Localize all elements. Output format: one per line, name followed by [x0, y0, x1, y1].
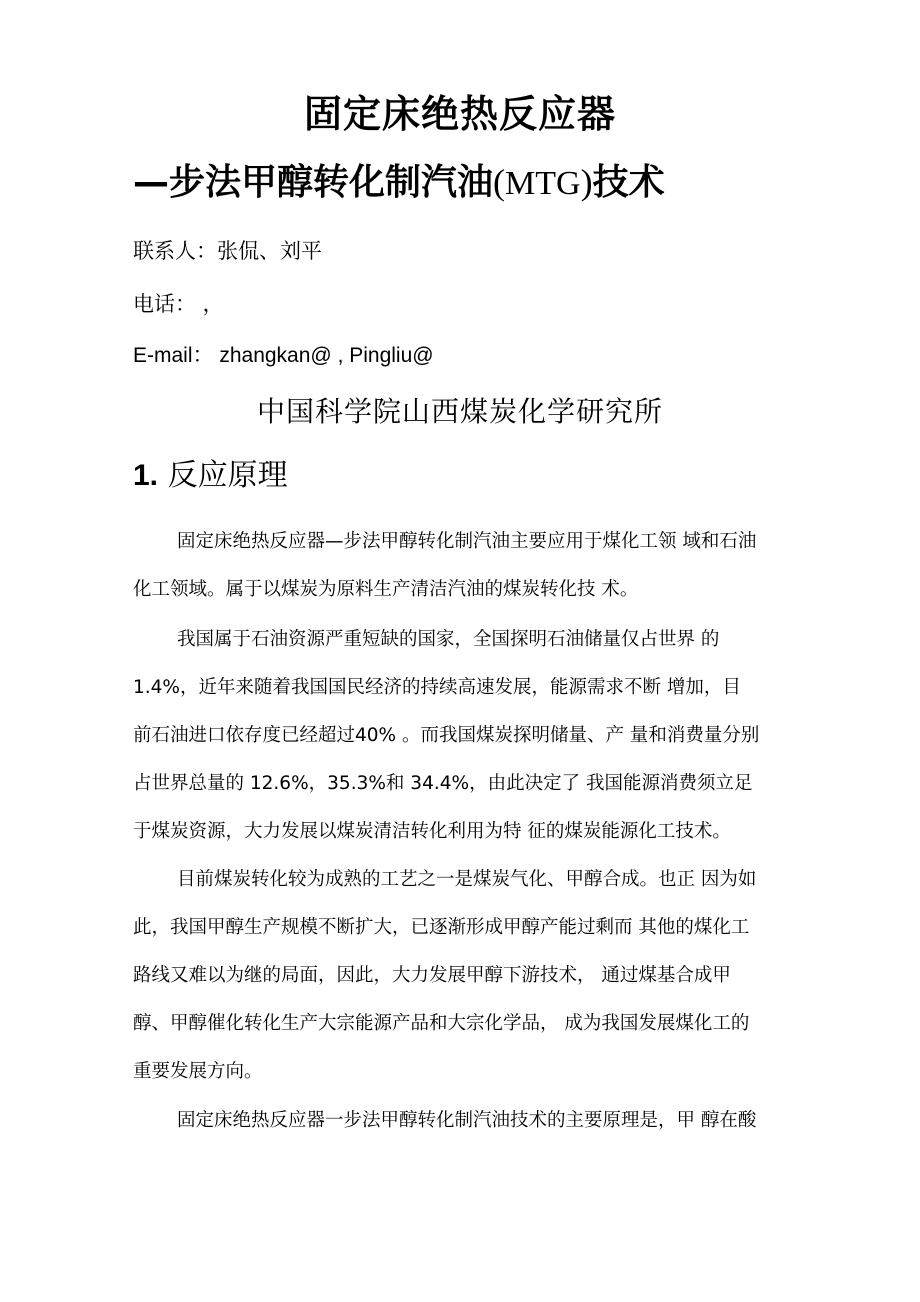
paragraph-line: 重要发展方向。 — [133, 1061, 263, 1082]
paragraph-line: 我国属于石油资源严重短缺的国家，全国探明石油储量仅占世界 的 — [177, 629, 720, 650]
paragraph-line: 固定床绝热反应器—步法甲醇转化制汽油主要应用于煤化工领 域和石油 — [177, 531, 757, 552]
paragraph-line: 前石油进口依存度已经超过40% 。而我国煤炭探明储量、产 量和消费量分别 — [133, 725, 760, 746]
section-heading — [133, 454, 288, 498]
subtitle-suffix: 技术 — [592, 162, 665, 203]
section-title: 反应原理 — [167, 458, 288, 493]
paragraph-line: 化工领域。属于以煤炭为原料生产清洁汽油的煤炭转化技 术。 — [133, 579, 639, 600]
document-title: 固定床绝热反应器 — [303, 92, 616, 136]
subtitle-prefix: —步法甲醇转化制汽油 — [133, 162, 494, 203]
paragraph-line: 醇、甲醇催化转化生产大宗能源产品和大宗化学品， 成为我国发展煤化工的 — [133, 1013, 750, 1034]
paragraph-line: 占世界总量的 12.6%，35.3%和 34.4%，由此决定了 我国能源消费须立足 — [133, 773, 753, 794]
phone-line: 电话： ， — [133, 292, 224, 316]
paragraph-line: 路线又难以为继的局面，因此，大力发展甲醇下游技术， 通过煤基合成甲 — [133, 965, 731, 986]
paragraph-line: 此，我国甲醇生产规模不断扩大，已逐渐形成甲醇产能过剩而 其他的煤化工 — [133, 917, 750, 938]
institute-name: 中国科学院山西煤炭化学研究所 — [256, 395, 663, 428]
subtitle-paren-open: ( — [493, 162, 506, 202]
paragraph-line: 目前煤炭转化较为成熟的工艺之一是煤炭气化、甲醇合成。也正 因为如 — [177, 869, 757, 890]
document-subtitle — [133, 154, 833, 212]
email-line: E-mail： zhangkan@ , Pingliu@ — [133, 344, 434, 367]
section-number: 1. — [133, 459, 159, 492]
paragraph-line: 1.4%，近年来随着我国国民经济的持续高速发展，能源需求不断 增加，目 — [133, 677, 741, 698]
subtitle-abbreviation: MTG — [505, 165, 581, 202]
paragraph-line: 于煤炭资源，大力发展以煤炭清洁转化利用为特 征的煤炭能源化工技术。 — [133, 821, 731, 842]
paragraph-line: 固定床绝热反应器一步法甲醇转化制汽油技术的主要原理是，甲 醇在酸 — [177, 1110, 757, 1131]
subtitle-paren-close: ) — [580, 162, 593, 202]
contact-line: 联系人：张侃、刘平 — [133, 239, 322, 263]
